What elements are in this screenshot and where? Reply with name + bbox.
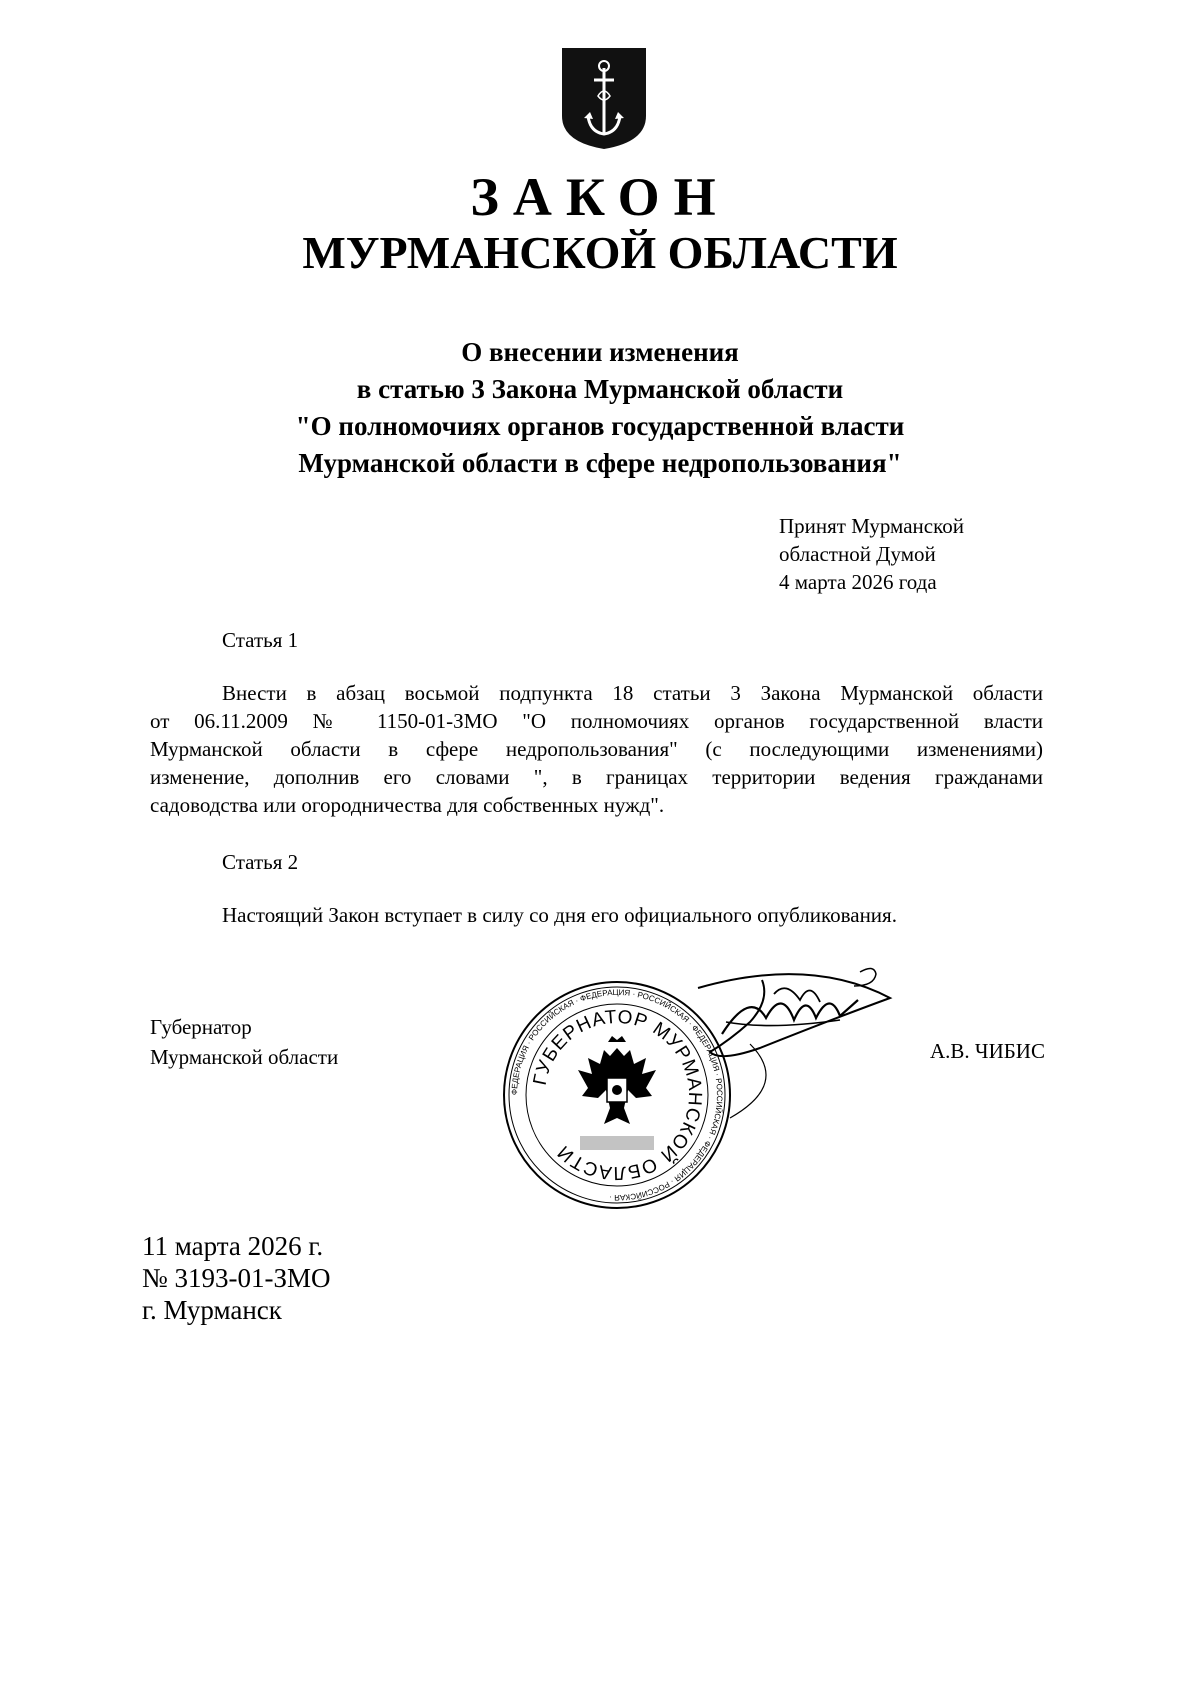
article-1-text (150, 679, 1043, 819)
article-1-line: изменение, дополнив его словами ", в границах территории ведения гражданами (150, 765, 1043, 789)
article-1-line: от 06.11.2009 № 1150-01-ЗМО "О полномочиях органов государственной власти (150, 709, 1043, 733)
signing-date: 11 марта 2026 г. (142, 1231, 324, 1261)
seal-outer-text: ФЕДЕРАЦИЯ · РОССИЙСКАЯ · ФЕДЕРАЦИЯ · РОССИЙСКАЯ · ФЕДЕРАЦИЯ · РОССИЙСКАЯ · ФЕДЕРАЦИЯ · РОССИЙСКАЯ · (509, 987, 725, 1203)
signatory-position-line: Мурманской области (150, 1045, 339, 1069)
subject-line: "О полномочиях органов государственной власти (295, 411, 905, 441)
seal-inner-text: ГУБЕРНАТОР МУРМАНСКОЙ ОБЛАСТИ (529, 1006, 706, 1184)
signatory-position-line: Губернатор (150, 1015, 252, 1039)
article-2-heading: Статья 2 (222, 850, 299, 874)
document-title: ЗАКОН (470, 167, 730, 227)
signatory-name: А.В. ЧИБИС (930, 1039, 1045, 1063)
article-1-line: садоводства или огородничества для собственных нужд". (150, 793, 665, 817)
document-subtitle: МУРМАНСКОЙ ОБЛАСТИ (302, 227, 898, 278)
adoption-line: Принят Мурманской (779, 514, 964, 538)
signature-icon (690, 960, 920, 1120)
subject-line: О внесении изменения (461, 337, 739, 367)
signing-place: г. Мурманск (142, 1295, 282, 1325)
subject-line: в статью 3 Закона Мурманской области (356, 374, 844, 404)
eagle-icon (578, 1036, 656, 1124)
law-subject (200, 334, 1000, 482)
article-1-heading: Статья 1 (222, 628, 299, 652)
signatory-position (150, 1012, 338, 1072)
law-number: № 3193-01-ЗМО (142, 1263, 331, 1293)
document-footer (142, 1230, 331, 1326)
subject-line: Мурманской области в сфере недропользования" (298, 448, 902, 478)
article-2-line: Настоящий Закон вступает в силу со дня его официального опубликования. (222, 903, 897, 927)
adoption-line: 4 марта 2026 года (779, 570, 937, 594)
article-1-line: Внести в абзац восьмой подпункта 18 статьи 3 Закона Мурманской области (222, 681, 1043, 705)
article-2-text (150, 901, 1043, 929)
article-1-line: Мурманской области в сфере недропользования" (с последующими изменениями) (150, 737, 1043, 761)
adoption-note (779, 512, 964, 596)
coat-of-arms-icon (560, 46, 648, 151)
adoption-line: областной Думой (779, 542, 936, 566)
